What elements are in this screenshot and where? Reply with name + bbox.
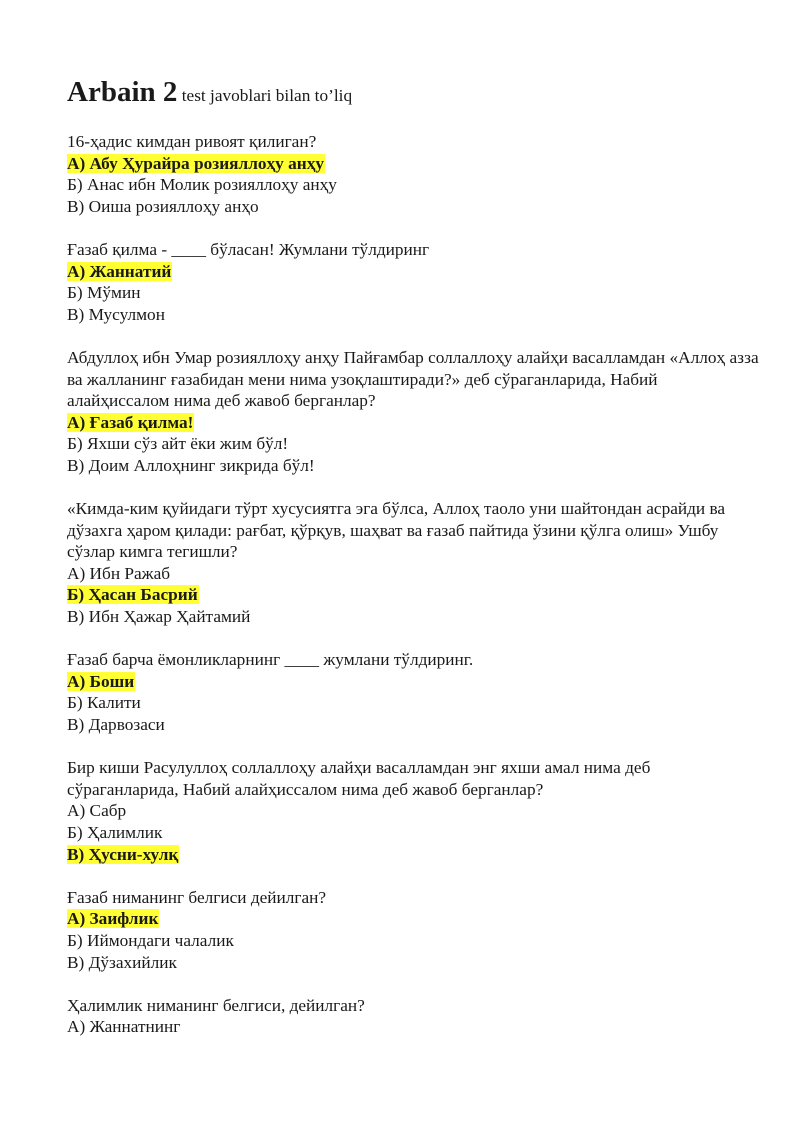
answer-option-correct: А) Боши xyxy=(67,671,135,691)
answer-option: В) Доим Аллоҳнинг зикрида бўл! xyxy=(67,455,315,475)
answer-option: В) Оиша розияллоҳу анҳо xyxy=(67,196,259,216)
answer-option: А) Сабр xyxy=(67,801,127,821)
question-block xyxy=(67,757,760,865)
answer-option-correct: А) Жаннатий xyxy=(67,261,172,281)
answer-option: Б) Иймондаги чалалик xyxy=(67,930,234,950)
question-block xyxy=(67,995,760,1038)
question-text: Абдуллоҳ ибн Умар розияллоҳу анҳу Пайғамбар соллаллоҳу алайҳи васалламдан «Аллоҳ азза ва жалланинг ғазабидан мени нима узоқлаштиради?» деб сўраганларида, Набий алайҳиссалом нима деб жавоб берганлар? xyxy=(67,347,759,411)
document-title xyxy=(67,74,760,114)
answer-option: Б) Калити xyxy=(67,693,141,713)
answer-option-correct: В) Ҳусни-хулқ xyxy=(67,844,179,864)
question-block xyxy=(67,498,760,628)
title-main: Arbain 2 xyxy=(67,76,178,108)
answer-option: В) Ибн Ҳажар Ҳайтамий xyxy=(67,607,251,627)
question-text: Ҳалимлик ниманинг белгиси, дейилган? xyxy=(67,995,365,1015)
answer-option-correct: Б) Ҳасан Басрий xyxy=(67,585,198,605)
answer-option-correct: А) Абу Ҳурайра розияллоҳу анҳу xyxy=(67,153,325,173)
question-block xyxy=(67,347,760,477)
question-text: Бир киши Расулуллоҳ соллаллоҳу алайҳи васалламдан энг яхши амал нима деб сўраганларида, Набий алайҳиссалом нима деб жавоб берганлар? xyxy=(67,758,651,799)
answer-option: В) Дарвозаси xyxy=(67,715,165,735)
question-block xyxy=(67,131,760,217)
answer-option: А) Жаннатнинг xyxy=(67,1017,181,1037)
answer-option-correct: А) Ғазаб қилма! xyxy=(67,412,194,432)
answer-option: Б) Мўмин xyxy=(67,283,141,303)
answer-option: Б) Анас ибн Молик розияллоҳу анҳу xyxy=(67,175,337,195)
answer-option: Б) Ҳалимлик xyxy=(67,823,163,842)
question-text: Ғазаб ниманинг белгиси дейилган? xyxy=(67,887,327,907)
question-block xyxy=(67,239,760,325)
question-text: «Кимда-ким қуйидаги тўрт хусусиятга эга бўлса, Аллоҳ таоло уни шайтондан асрайди ва дўзахга ҳаром қилади: рағбат, қўрқув, шаҳват ва ғазаб пайтида ўзини қўлга олиш» Ушбу сўзлар кимга тегишли? xyxy=(67,499,726,562)
answer-option: В) Дўзахийлик xyxy=(67,952,177,972)
question-text: Ғазаб барча ёмонликларнинг ____ жумлани тўлдиринг. xyxy=(67,650,474,670)
answer-option-correct: А) Заифлик xyxy=(67,909,159,929)
question-text: Ғазаб қилма - ____ бўласан! Жумлани тўлдиринг xyxy=(67,239,430,259)
answer-option: А) Ибн Ражаб xyxy=(67,563,171,583)
title-subtitle: test javoblari bilan to’liq xyxy=(181,86,353,105)
answer-option: В) Мусулмон xyxy=(67,304,165,324)
question-text: 16-ҳадис кимдан ривоят қилиган? xyxy=(67,132,317,151)
answer-option: Б) Яхши сўз айт ёки жим бўл! xyxy=(67,434,289,454)
question-block xyxy=(67,649,760,735)
question-block xyxy=(67,887,760,973)
